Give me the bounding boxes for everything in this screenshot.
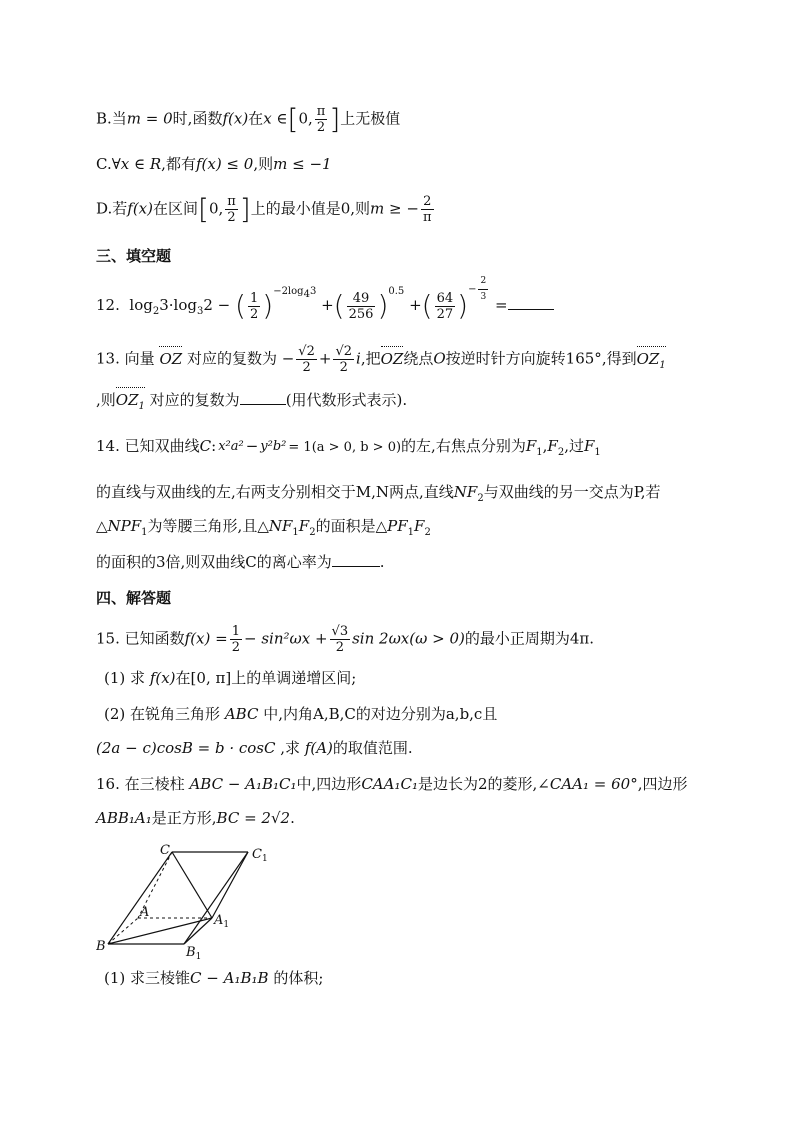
question-16: 16. 在三棱柱 ABC − A₁B₁C₁中,四边形CAA₁C₁是边长为2的菱形,∠CAA₁ = 60°,四边形	[96, 775, 688, 793]
answer-blank-12	[508, 309, 554, 310]
edge-c1-a1	[212, 852, 248, 918]
answer-blank-13	[240, 404, 286, 405]
option-b: B.当m = 0时,函数f(x)在x ∈[0, $\frac{\pi}{2}$ ]上无极值	[96, 102, 401, 136]
question-14-line2: 的直线与双曲线的左,右两支分别相交于M,N两点,直线$NF_2$与双曲线的另一交点为P,若	[96, 483, 661, 504]
label-c1: $C_1$	[252, 847, 268, 864]
question-13: 13. 向量 OZ 对应的复数为 − $\frac{√2}{2}$ + $\frac{√2}{2}$ i,把OZ绕点O按逆时针方向旋转165°,得到$OZ_1$	[96, 344, 666, 375]
label-b1: $B_1$	[186, 945, 202, 960]
option-c: C.∀x ∈ R,都有f(x) ≤ 0,则m ≤ −1	[96, 155, 332, 173]
section-heading-fill-in: 三、填空题	[96, 247, 172, 265]
question-14-line4: 的面积的3倍,则双曲线C的离心率为 .	[96, 553, 385, 571]
label-c: C	[160, 843, 170, 858]
question-16-line2: ABB₁A₁是正方形,BC = 2√2.	[96, 809, 295, 827]
question-16-part1: (1) 求三棱锥C − A₁B₁B 的体积;	[104, 969, 324, 987]
edge-c1-b1	[184, 852, 248, 944]
question-15-part2: (2) 在锐角三角形 ABC 中,内角A,B,C的对边分别为a,b,c且	[104, 705, 498, 723]
section-heading-solutions: 四、解答题	[96, 589, 172, 607]
prism-figure	[96, 842, 286, 960]
question-14: 14. 已知双曲线C: x²a² − y²b² = 1(a > 0, b > 0)的左,右焦点分别为$F_1,F_2$,过$F_1$	[96, 437, 601, 458]
label-a1: $A_1$	[214, 913, 230, 930]
question-15-part1: (1) 求 f(x)在[0, π]上的单调递增区间;	[104, 669, 357, 687]
question-15-part2-line2: (2a − c)cosB = b · cosC ,求 f(A)的取值范围.	[96, 739, 413, 757]
question-14-line3: $\triangle NPF_1$为等腰三角形,且$\triangle NF_1F_2$的面积是$\triangle PF_1F_2$	[96, 517, 431, 538]
label-a: A	[140, 905, 150, 920]
label-b: B	[96, 939, 106, 954]
option-d: D.若f(x)在区间[0, $\frac{\pi}{2}$ ]上的最小值是0,则m ≥ − $\frac{2}{\pi}$	[96, 192, 432, 226]
edge-c-a1	[172, 852, 212, 918]
answer-blank-14	[332, 566, 380, 567]
question-15: 15. 已知函数f(x) = $\frac{1}{2}$ − sin²ωx + $\frac{√3}{2}$ sin 2ωx(ω > 0)的最小正周期为4π.	[96, 624, 595, 655]
question-13-line2: ,则$OZ_1$ 对应的复数为 (用代数形式表示).	[96, 390, 407, 417]
question-12: 12. $\log_23\cdot\log_32$ − ( $\frac{1}{2}$ )$^{-2log_43}$ +( $\frac{49}{256}$ )$^{0.5}$ +( $\frac{64}{27}$ )$^{- \frac{2}{3}}$ =	[96, 286, 554, 322]
